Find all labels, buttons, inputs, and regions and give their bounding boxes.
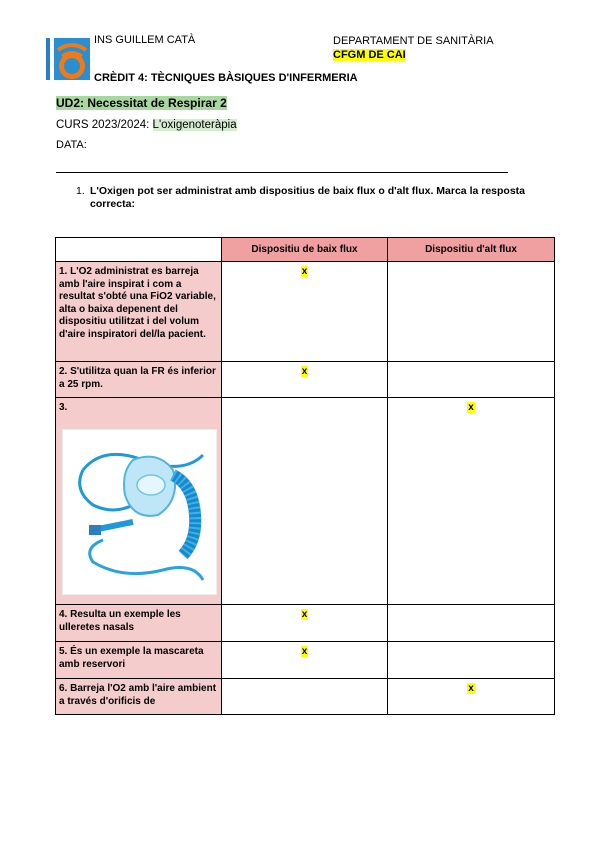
department-block [333,34,494,62]
low-flow-cell[interactable] [222,262,388,362]
course-label: CURS 2023/2024: [56,119,153,131]
high-flow-cell[interactable] [388,679,555,715]
check-mark: x [301,366,308,377]
row-label: 4. Resulta un exemple les ulleretes nasals [56,605,222,642]
check-mark: x [301,646,308,657]
divider [56,172,508,173]
check-mark: x [468,402,474,413]
date-label: DATA: [56,139,87,151]
high-flow-cell[interactable] [388,642,555,679]
row-label-with-image [56,398,222,605]
check-mark: x [301,609,308,620]
question-text: L'Oxigen pot ser administrat amb dispositius de baix flux o d'alt flux. Marca la resposta correcta: [90,185,526,210]
row-label: 6. Barreja l'O2 amb l'aire ambient a través d'orificis de [56,679,222,715]
header-cell-empty [56,238,222,262]
table-row [56,362,555,398]
answer-table [55,237,555,715]
unit-title [56,96,227,110]
table-row [56,642,555,679]
low-flow-cell[interactable] [222,679,388,715]
check-mark: x [468,683,474,694]
high-flow-cell[interactable] [388,362,555,398]
school-logo-icon [46,36,92,82]
high-flow-cell[interactable] [388,262,555,362]
table-header-row [56,238,555,262]
venturi-mask-image [62,429,217,595]
low-flow-cell[interactable] [222,398,388,605]
row-label: 2. S'utilitza quan la FR és inferior a 25 rpm. [56,362,222,398]
course-line [56,119,237,131]
low-flow-cell[interactable] [222,642,388,679]
high-flow-cell[interactable] [388,398,555,605]
header-high-flow: Dispositiu d'alt flux [388,238,555,262]
credit-title: CRÈDIT 4: TÈCNIQUES BÀSIQUES D'INFERMERIA [94,72,358,84]
cycle-name: CFGM DE CAI [333,49,406,61]
table-row [56,398,555,605]
table-row [56,679,555,715]
school-name: INS GUILLEM CATÀ [94,34,196,46]
question-number: 1. [76,185,85,197]
header-low-flow: Dispositiu de baix flux [222,238,388,262]
table-row [56,262,555,362]
row-label: 3. [59,402,68,413]
low-flow-cell[interactable] [222,362,388,398]
low-flow-cell[interactable] [222,605,388,642]
high-flow-cell[interactable] [388,605,555,642]
course-topic: L'oxigenoteràpia [152,119,237,131]
row-label: 1. L'O2 administrat es barreja amb l'aire inspirat i com a resultat s'obté una FiO2 variable, alta o baixa depenent del dispositiu utilitzat i del volum d'aire inspiratori del/la pacient. [56,262,222,362]
row-label: 5. És un exemple la mascareta amb reservori [56,642,222,679]
check-mark: x [301,266,308,277]
question-1 [76,185,556,211]
unit-title-text: UD2: Necessitat de Respirar 2 [56,96,227,110]
table-row [56,605,555,642]
department-name: DEPARTAMENT DE SANITÀRIA [333,35,494,47]
